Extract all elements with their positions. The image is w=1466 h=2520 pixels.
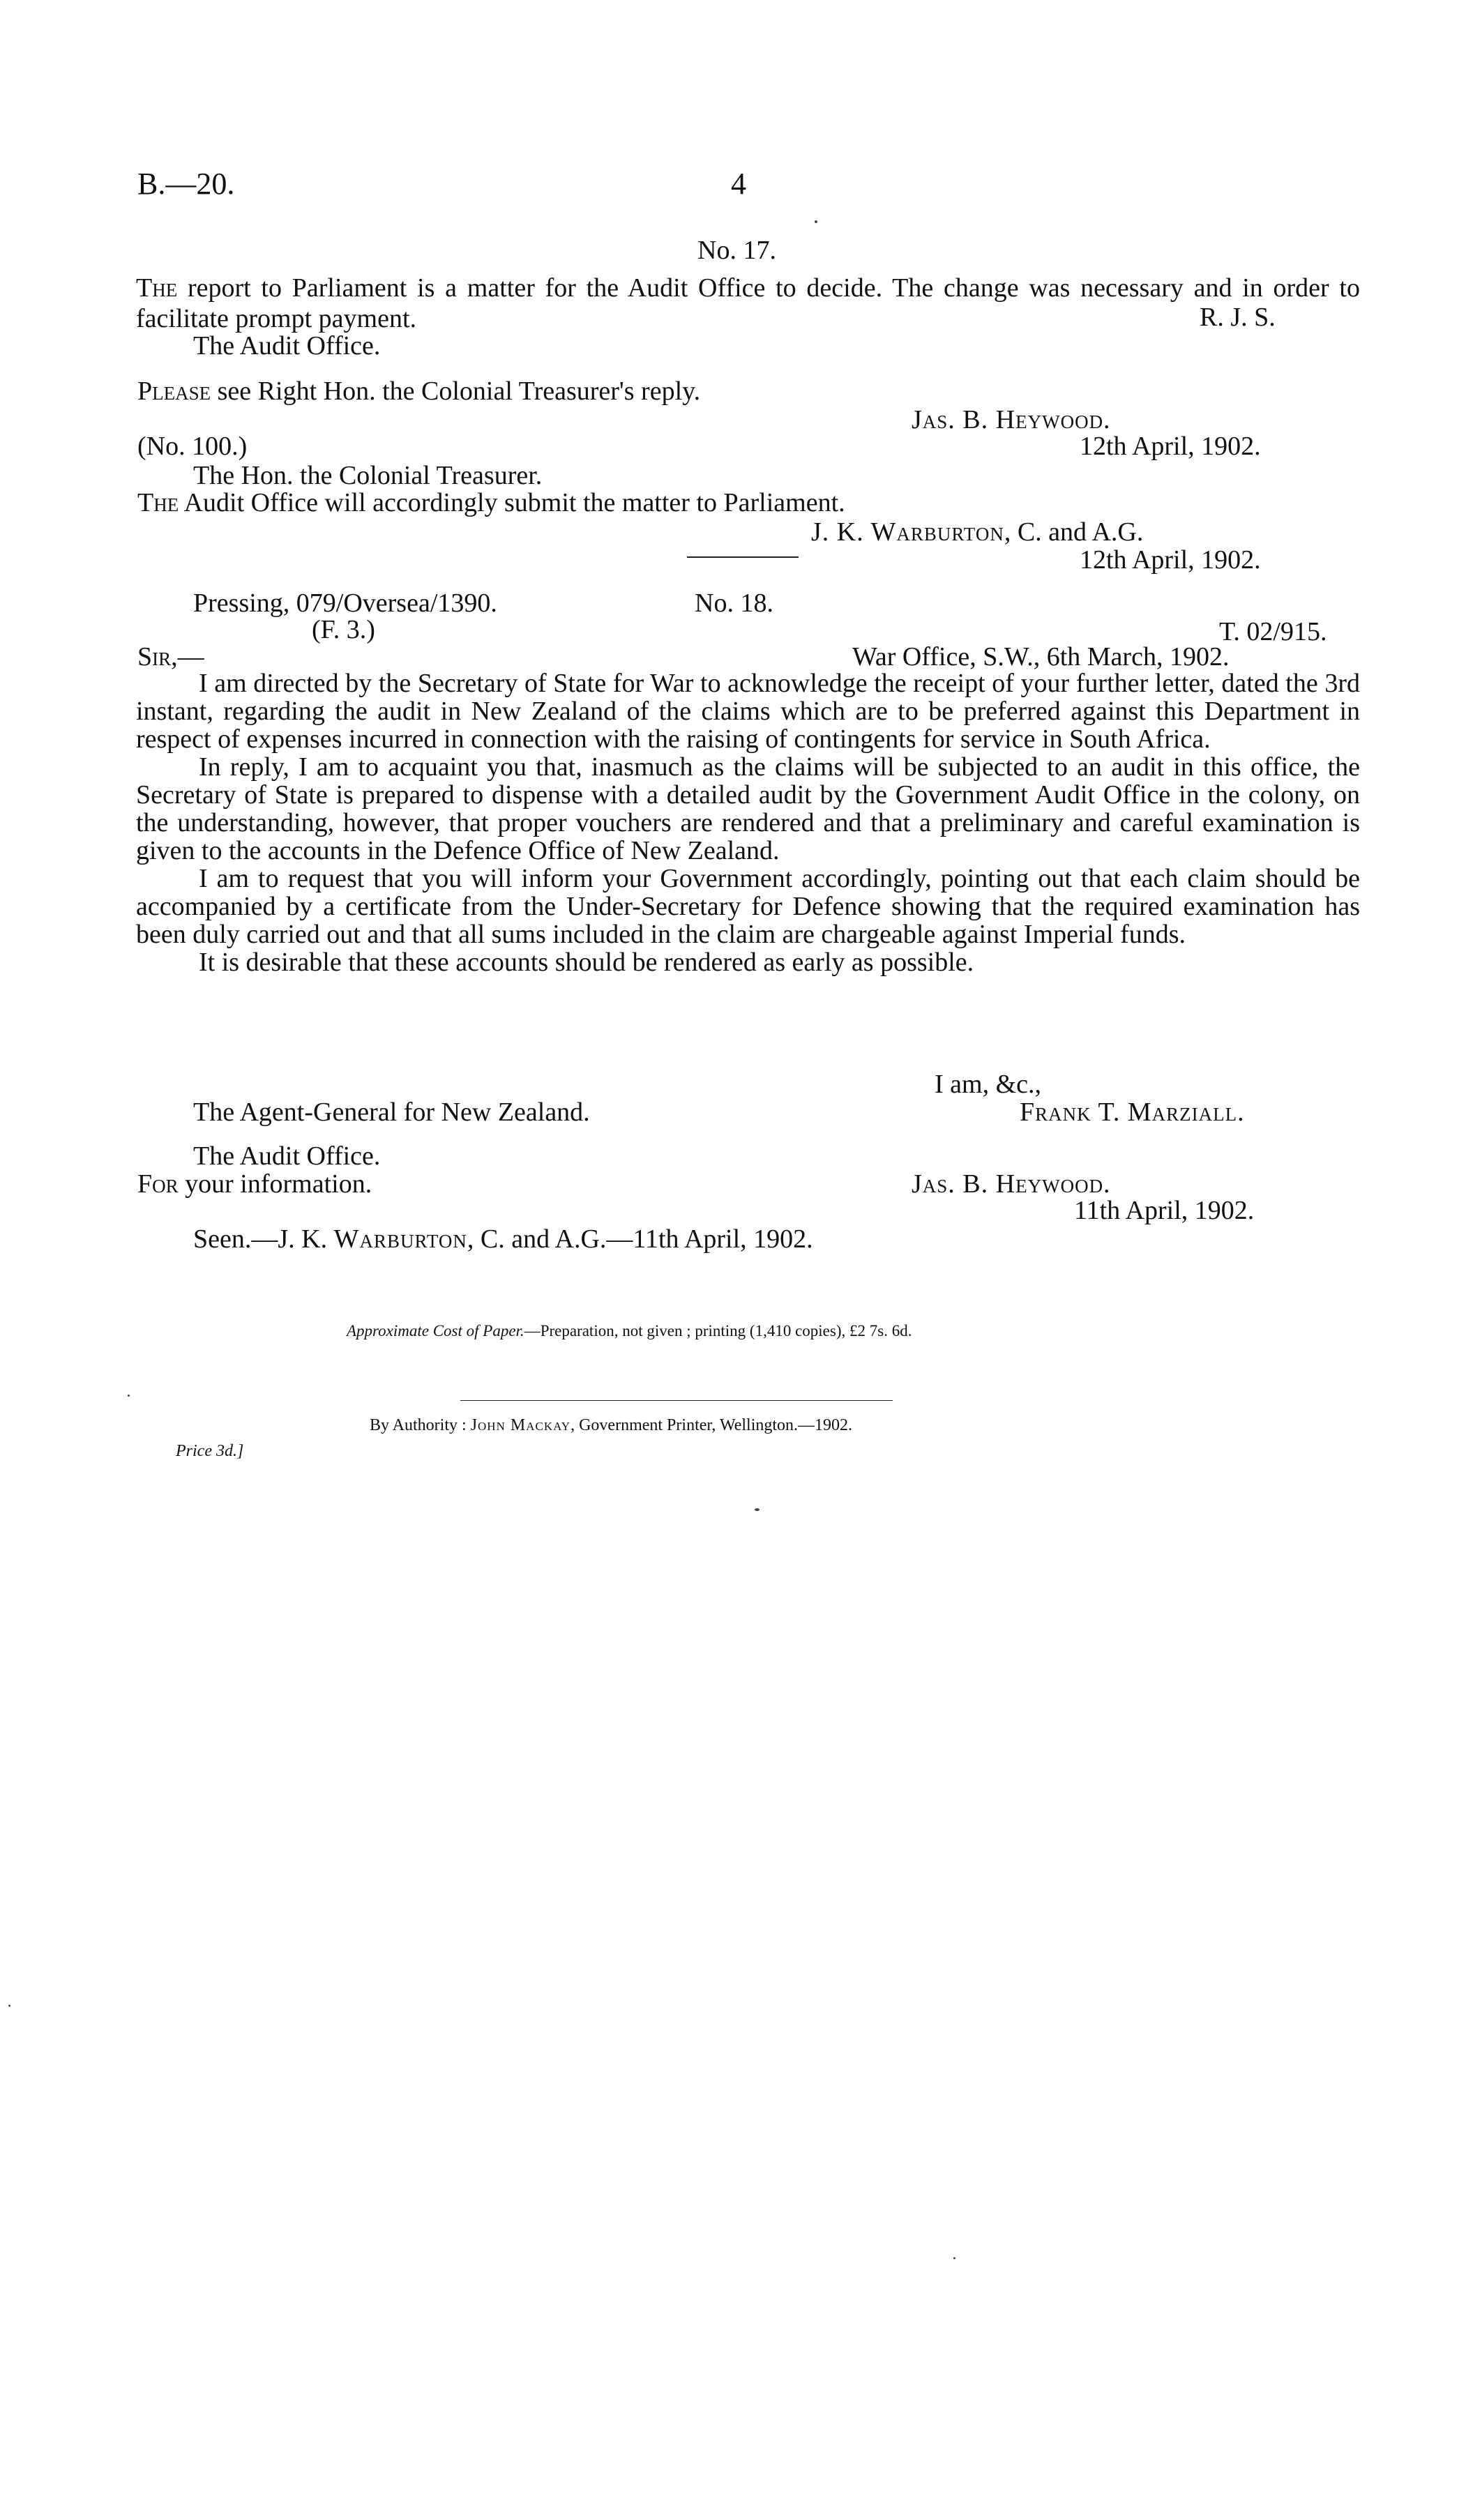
printer-name: John Mackay (470, 1416, 571, 1434)
closing: I am, &c., (935, 1070, 1042, 1099)
info-line (137, 1169, 372, 1199)
please-lead-word: Please (137, 377, 211, 406)
please-text: see Right Hon. the Colonial Treasurer's reply. (211, 377, 701, 406)
no17-addressee: The Audit Office. (193, 331, 381, 360)
signatory-warburton-1 (811, 517, 1143, 547)
print-speck (815, 220, 817, 223)
page-number: 4 (731, 167, 746, 201)
sender-marziall: Frank T. Marziall. (1020, 1098, 1245, 1127)
cost-label: Approximate Cost of Paper. (347, 1322, 524, 1339)
no17-heading: No. 17. (697, 236, 776, 265)
print-speck (128, 1395, 130, 1397)
no100-ref: (No. 100.) (137, 432, 248, 461)
print-speck (953, 2257, 955, 2259)
footer-divider (460, 1400, 893, 1401)
recipient: The Agent-General for New Zealand. (193, 1098, 590, 1127)
colonial-treasurer-addressee: The Hon. the Colonial Treasurer. (193, 461, 543, 490)
print-speck (755, 1508, 760, 1511)
print-speck (8, 2005, 10, 2007)
location-date: War Office, S.W., 6th March, 1902. (852, 642, 1230, 671)
salutation: Sir,— (137, 642, 204, 671)
warburton-suffix: , C. and A.G. (1004, 517, 1144, 547)
warburton-name: J. K. Warburton (811, 517, 1004, 547)
price: Price 3d.] (176, 1442, 244, 1460)
cost-text: —Preparation, not given ; printing (1,410 copies), £2 7s. 6d. (524, 1322, 912, 1339)
signatory-heywood-2: Jas. B. Heywood. (912, 1169, 1111, 1199)
reply-lead-word: The (137, 488, 179, 517)
file-ref: (F. 3.) (312, 615, 375, 644)
reply-line (137, 487, 845, 518)
letter-paragraph: I am directed by the Secretary of State for War to acknowledge the receipt of your further letter, dated the 3rd instant, regarding the audit in New Zealand of the claims which are to be preferred against this Department in respect of expenses incurred in connection with the raising of contingents for service in South Africa. (136, 669, 1360, 754)
no18-heading: No. 18. (695, 589, 773, 618)
document-reference: B.—20. (137, 167, 235, 201)
info-lead-word: For (137, 1169, 179, 1199)
audit-office-addressee: The Audit Office. (193, 1141, 381, 1171)
info-text: your information. (178, 1169, 372, 1199)
section-divider (687, 556, 799, 558)
signatory-heywood-1: Jas. B. Heywood. (912, 405, 1111, 434)
letter-paragraph: It is desirable that these accounts should be rendered as early as possible. (199, 948, 974, 977)
letter-paragraph: In reply, I am to acquaint you that, inasmuch as the claims will be subjected to an audit in this office, the Secretary of State is prepared to dispense with a detailed audit by the Government Audit Office in the colony, on the understanding, however, that proper vouchers are rendered and that a preliminary and careful examination is given to the accounts in the Defence Office of New Zealand. (136, 752, 1360, 865)
seen-prefix: Seen.—J. K. (193, 1224, 334, 1254)
date-12-april-1: 12th April, 1902. (1080, 432, 1261, 461)
date-11-april: 11th April, 1902. (1074, 1196, 1255, 1225)
authority-suffix: , Government Printer, Wellington.—1902. (570, 1416, 853, 1434)
pressing-ref: Pressing, 079/Oversea/1390. (193, 589, 497, 618)
t-ref: T. 02/915. (1219, 617, 1327, 646)
authority-prefix: By Authority : (370, 1416, 471, 1434)
letter-paragraph: I am to request that you will inform your Government accordingly, pointing out that each claim should be accompanied by a certificate from the Under-Secretary for Defence showing that the required examination has been duly carried out and that all sums included in the claim are chargeable against Imperial funds. (136, 864, 1360, 949)
no17-lead-word: The (136, 273, 178, 303)
cost-of-paper (347, 1322, 912, 1341)
reply-text: Audit Office will accordingly submit the matter to Parliament. (179, 488, 845, 517)
no17-text: report to Parliament is a matter for the Audit Office to decide. The change was necessary and in order to facilitate prompt payment. (136, 273, 1360, 334)
please-line (137, 376, 700, 407)
no17-initials: R. J. S. (1200, 303, 1276, 332)
letter-body (136, 669, 1360, 976)
no17-paragraph (136, 273, 1360, 334)
date-12-april-2: 12th April, 1902. (1080, 545, 1261, 575)
seen-suffix: , C. and A.G.—11th April, 1902. (467, 1224, 813, 1254)
authority-line (370, 1416, 852, 1436)
seen-line (193, 1224, 813, 1254)
seen-name: Warburton (333, 1224, 467, 1254)
